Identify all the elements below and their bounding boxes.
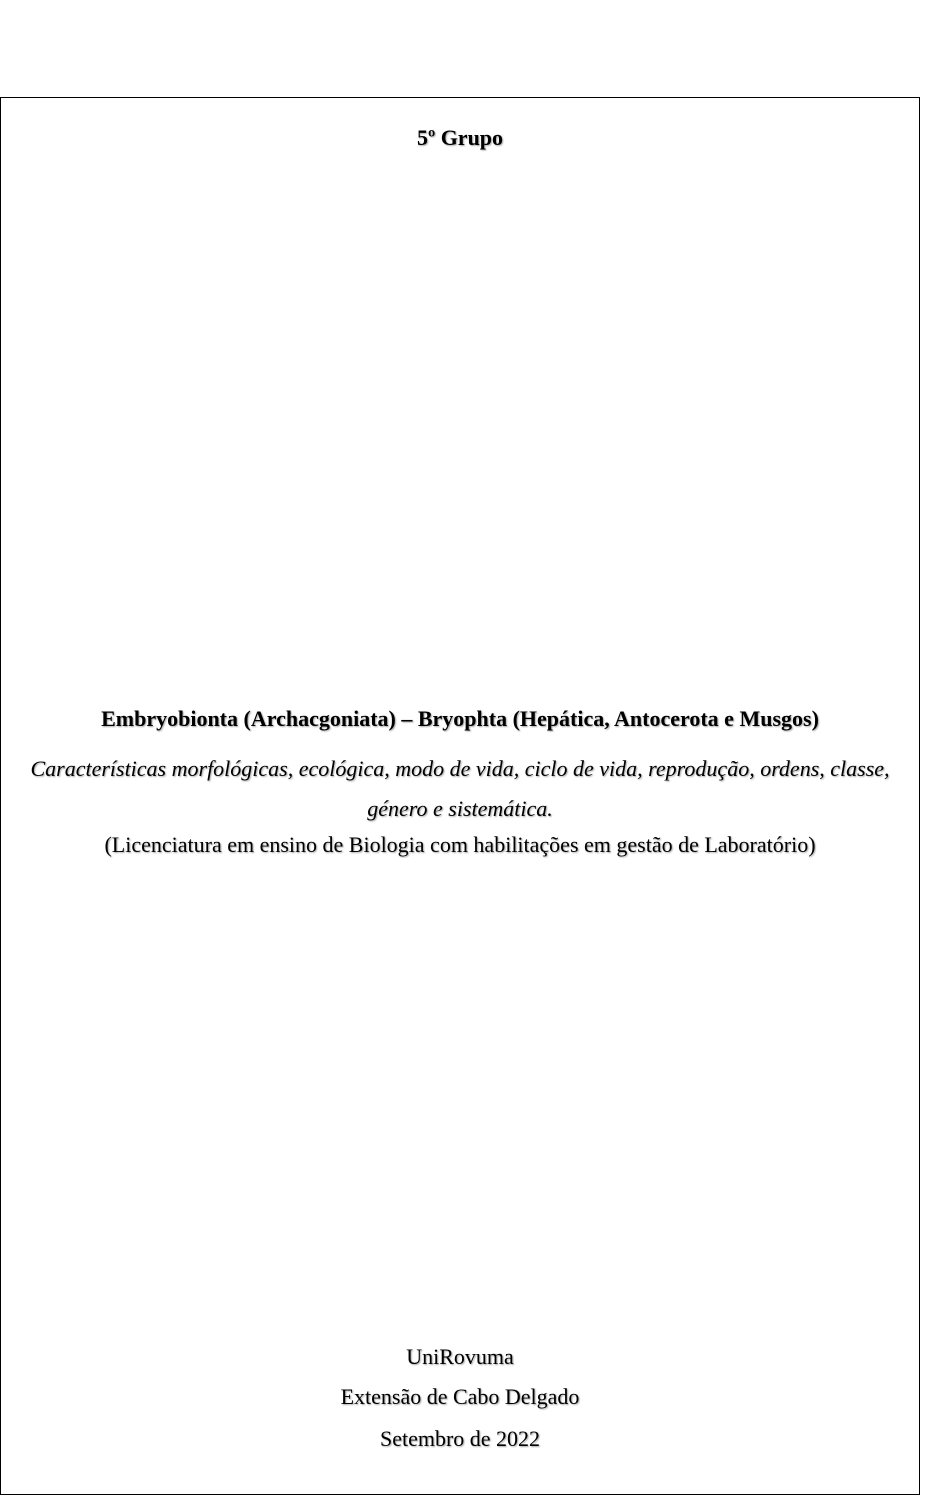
institution-extension: Extensão de Cabo Delgado [340,1384,580,1409]
document-date: Setembro de 2022 [379,1426,541,1451]
institution-name: UniRovuma [406,1344,514,1369]
course-name: (Licenciatura em ensino de Biologia com habilitações em gestão de Laboratório) [104,832,816,857]
document-title: Embryobionta (Archacgoniata) – Bryophta (Hepática, Antocerota e Musgos) [101,706,819,731]
group-label: 5º Grupo [416,125,504,150]
document-subtitle: Características morfológicas, ecológica, modo de vida, ciclo de vida, reprodução, ordens, classe, género e sistemática. [30,756,890,821]
